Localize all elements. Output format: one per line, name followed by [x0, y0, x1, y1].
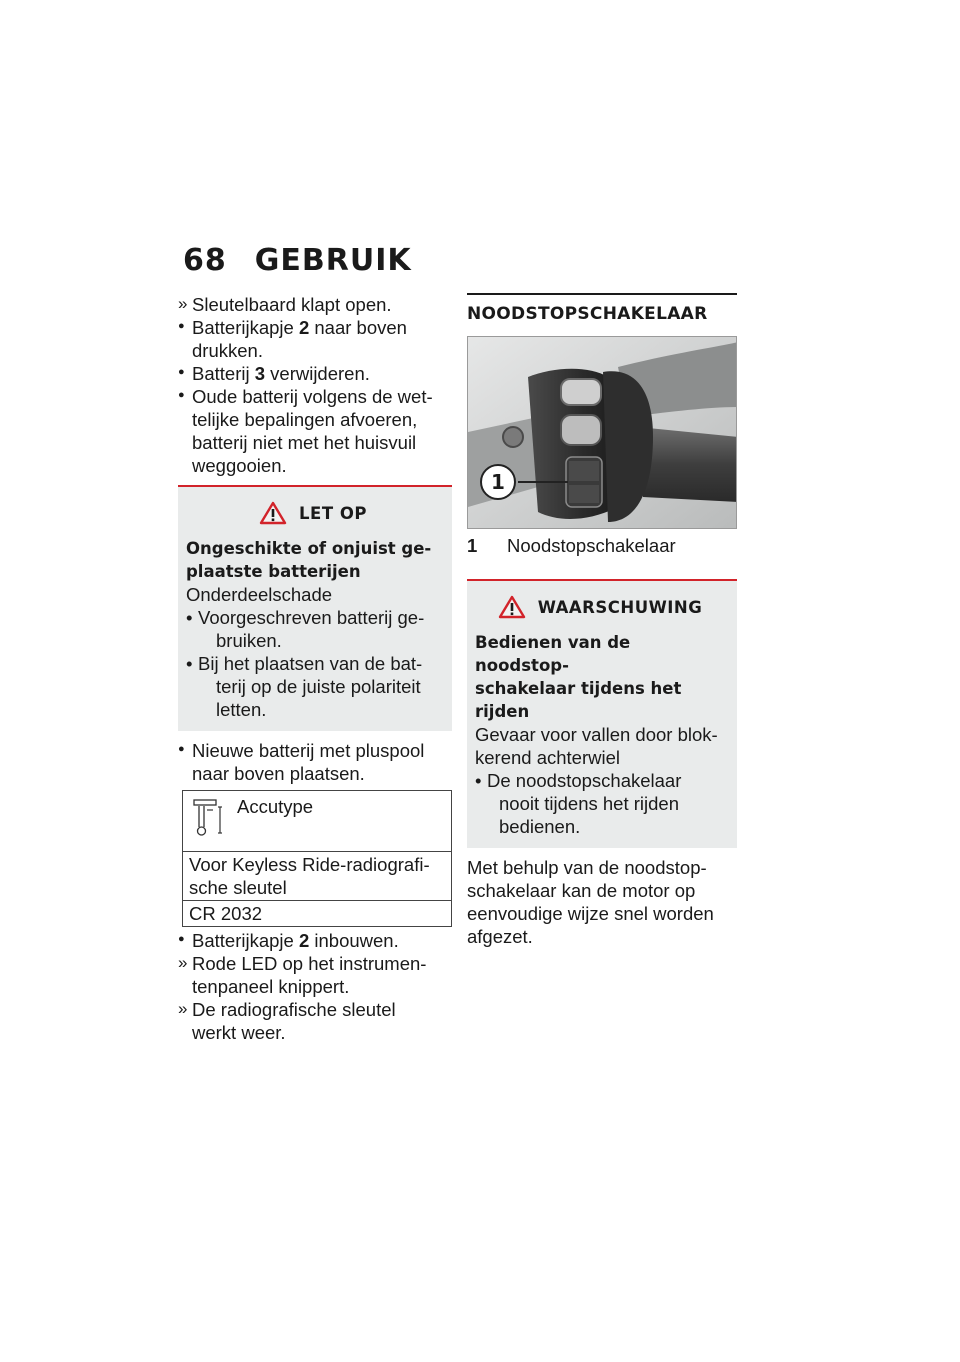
page-number: 68 [183, 243, 227, 278]
chapter-title: GEBRUIK [254, 243, 412, 278]
step-action: ● Batterijkapje 2 inbouwen. [180, 929, 452, 952]
notice-bullet: • Bij het plaatsen van de bat- terij op de juiste polariteit letten. [186, 652, 442, 721]
step-action: ● Batterijkapje 2 naar boven drukken. [180, 316, 452, 362]
spec-table [182, 790, 452, 927]
notice-heading: Ongeschikte of onjuist ge- [186, 539, 432, 558]
warning-triangle-icon [259, 501, 287, 525]
step-result: » Rode LED op het instrumen- tenpaneel knippert. [180, 952, 452, 998]
handlebar-switch-photo [467, 336, 737, 529]
notice-heading: plaatste batterijen [186, 562, 361, 581]
figure-callout-1: 1 [491, 470, 505, 494]
warning-consequence: Gevaar voor vallen door blok- kerend achterwiel [475, 724, 718, 768]
notice-consequence: Onderdeelschade [186, 584, 333, 605]
warning-heading: Bedienen van de noodstop- [475, 633, 631, 675]
step-action: ● Oude batterij volgens de wet- telijke bepalingen afvoeren, batterij niet met het huisvuil weggooien. [180, 385, 452, 477]
notice-box [178, 485, 452, 731]
notice-bullet: • Voorgeschreven batterij ge- bruiken. [186, 606, 442, 652]
warning-heading: schakelaar tijdens het rijden [475, 679, 682, 721]
warning-bullet: • De noodstopschakelaar nooit tijdens het rijden bedienen. [475, 769, 727, 838]
warning-triangle-icon [498, 595, 526, 619]
spec-title: Accutype [237, 796, 314, 817]
caption-number: 1 [467, 535, 478, 556]
section-title: NOODSTOPSCHAKELAAR [467, 293, 737, 326]
battery-spec-icon [193, 797, 225, 841]
notice-title: LET OP [184, 501, 442, 525]
right-column [467, 293, 737, 948]
warning-title: WAARSCHUWING [473, 595, 727, 619]
spec-value: CR 2032 [183, 900, 451, 926]
step-action: ● Batterij 3 verwijderen. [180, 362, 452, 385]
page-header [183, 243, 412, 278]
step-result: » De radiografische sleutel werkt weer. [180, 998, 452, 1044]
figure-caption [467, 534, 737, 557]
spec-header-row [183, 791, 451, 851]
step-result: » Sleutelbaard klapt open. [180, 293, 452, 316]
switch-illustration [468, 337, 737, 529]
left-column [180, 293, 452, 1044]
body-paragraph: Met behulp van de noodstop- schakelaar kan de motor op eenvoudige wijze snel worden afgezet. [467, 857, 714, 947]
spec-description: Voor Keyless Ride-radiografi- sche sleutel [183, 851, 451, 900]
warning-box [467, 579, 737, 848]
step-action: ● Nieuwe batterij met pluspool naar boven plaatsen. [180, 739, 452, 785]
caption-text: Noodstopschakelaar [507, 535, 676, 556]
